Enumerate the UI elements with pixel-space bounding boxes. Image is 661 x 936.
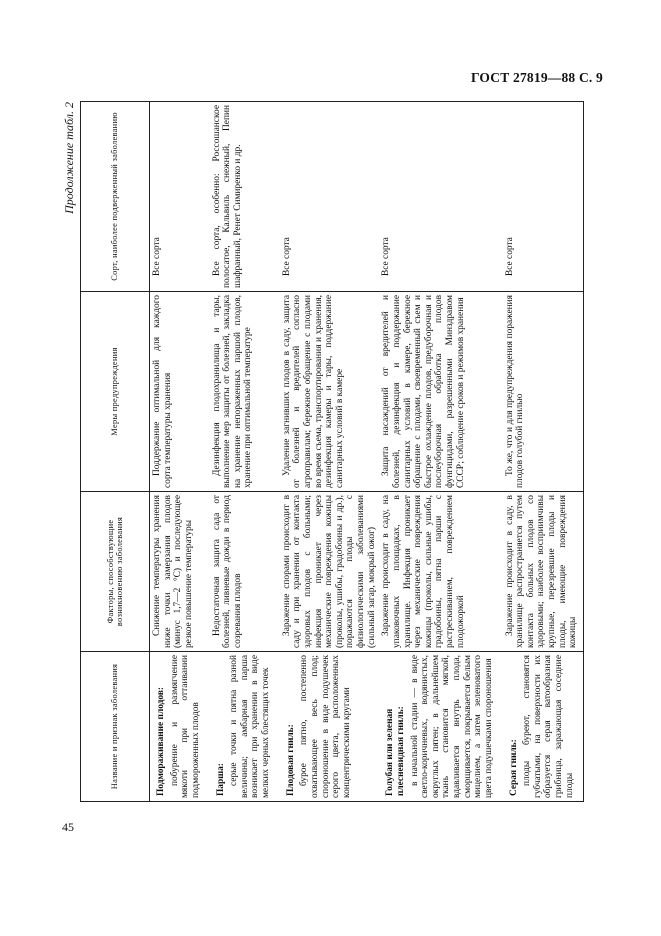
- table-row: [503, 102, 584, 802]
- cell-disease: [379, 652, 502, 802]
- disease-symptom: в начальной стадии — в виде светло-коричневых, водянистых, округлых пятен; в дальнейшем ткань становится мягкой, вдавливается внутрь плода, сморщивается, покрывается белым мицелием, а затем зеленоватого цвета подушечками спороношения: [409, 655, 494, 798]
- table-row: [210, 102, 280, 802]
- factors-text: Недостаточная защита сада от болезней, ливневые дожди в период созревания плодов: [211, 495, 243, 648]
- table-row: [379, 102, 502, 802]
- variety-text: Все сорта: [504, 237, 515, 276]
- cell-prevention: [150, 292, 210, 492]
- variety-text: Все сорта: [281, 237, 292, 276]
- disease-title: Парша:: [215, 763, 226, 796]
- cell-disease: [503, 652, 584, 802]
- cell-variety: [280, 102, 380, 292]
- header-prevention: Меры предупреждения: [81, 292, 150, 492]
- disease-symptom: побурение и размягчение мякоти при оттаивании подмороженных плодов: [169, 655, 201, 798]
- cell-prevention: [280, 292, 380, 492]
- disease-symptom: плоды буреют, становятся губчатыми, на поверхности их образуется серая ватообразная грибница, заражающая соседние плоды: [522, 655, 575, 798]
- header-variety: Сорт, наиболее подверженный заболеванию: [81, 102, 150, 292]
- cell-prevention: [379, 292, 502, 492]
- header-factors: Факторы, способствующие возникновению заболевания: [81, 492, 150, 652]
- prevention-text: То же, что и для предупреждения поражения плодов голубой гнилью: [504, 295, 526, 488]
- table-header-row: [81, 102, 150, 802]
- document-header: ГОСТ 27819—88 С. 9: [470, 70, 603, 85]
- cell-factors: [503, 492, 584, 652]
- cell-prevention: [210, 292, 280, 492]
- cell-disease: [210, 652, 280, 802]
- cell-variety: [379, 102, 502, 292]
- disease-title: Серая гниль:: [508, 739, 519, 796]
- disease-title: Подмораживание плодов:: [156, 686, 166, 796]
- cell-disease: [150, 652, 210, 802]
- continuation-label: Продолжение табл. 2: [62, 102, 76, 214]
- cell-variety: [210, 102, 280, 292]
- table-row: [150, 102, 210, 802]
- prevention-text: Дезинфекция плодохранилища и тары, выполнение мер защиты от болезней, закладка на хранение непораженных паршой плодов, хранение при оптимальной температуре: [211, 295, 254, 488]
- factors-text: Заражение спорами происходит в саду и при хранении от контакта здоровых плодов с больными; инфекция проникает через механические повреждения кожицы (проколы, ушибы, градобоины и др.), поражаются плоды с физиологическими заболеваниями (сильный загар, мокрый ожог): [281, 495, 377, 648]
- disease-title: Плодовая гниль:: [285, 724, 296, 796]
- cell-factors: [280, 492, 380, 652]
- prevention-text: Удаление загнивших плодов в саду, защита от болезней и вредителей согласно агроправилам; бережное обращение с плодами во время съема, транспортирования и хранения, дезинфекция камеры и тары, поддержание санитарных условий в камере: [281, 295, 345, 488]
- variety-text: Все сорта: [381, 237, 392, 276]
- disease-symptom: серые точки и пятна разной величины; амбарная парша возникает при хранении в виде мелких черных блестящих точек: [229, 655, 271, 798]
- diseases-table: [80, 101, 584, 802]
- prevention-text: Защита насаждений от вредителей и болезней, дезинфекция и поддержание санитарных условий в камере, бережное обращение с плодами, своевременный съем и быстрое охлаждение плодов, предуборочная и послеуборочная обработка плодов фунгицидами, разрешенными Минздравом СССР; соблюдение сроков и режимов хранения: [381, 295, 466, 488]
- page-number: 45: [62, 820, 74, 834]
- rotated-content: [62, 102, 608, 802]
- variety-text: Все сорта, особенно: Россошанское полосатое, Кальвиль снежный, Пепин шафранный, Ренет Симиренко и др.: [211, 105, 243, 288]
- disease-symptom: бурое пятно, постепенно охватывающее весь плод; спороношение в виде подушечек серого цвета, расположенных концентрическими кругами: [299, 655, 352, 798]
- cell-factors: [210, 492, 280, 652]
- prevention-text: Поддержание оптимальной для каждого сорта температуры хранения: [152, 295, 173, 488]
- disease-title: Голубая или зеленая плесневидная гниль:: [385, 706, 406, 796]
- cell-variety: [150, 102, 210, 292]
- factors-text: Заражение происходит в саду, на упаковочных площадках, в хранилище. Инфекция проникает через механические повреждения кожицы (проколы, сильные ушибы, градобоины, пятна парши с растрескиванием, повреждением плодожоркой: [381, 495, 466, 648]
- cell-prevention: [503, 292, 584, 492]
- cell-variety: [503, 102, 584, 292]
- variety-text: Все сорта: [152, 237, 162, 276]
- cell-factors: [150, 492, 210, 652]
- cell-disease: [280, 652, 380, 802]
- header-disease-name: Название и признак заболевания: [81, 652, 150, 802]
- cell-factors: [379, 492, 502, 652]
- factors-text: Снижение температуры хранения ниже точки замерзания плодов (минус 1,7—2 °С) и последующее резкое повышение температуры: [152, 495, 194, 648]
- table-row: [280, 102, 380, 802]
- factors-text: Заражение происходит в саду, в хранилище распространяется путем контакта больных плодов со здоровыми; наиболее восприимчивы крупные, перезревшие плоды и плоды, имеющие повреждения кожицы: [504, 495, 579, 648]
